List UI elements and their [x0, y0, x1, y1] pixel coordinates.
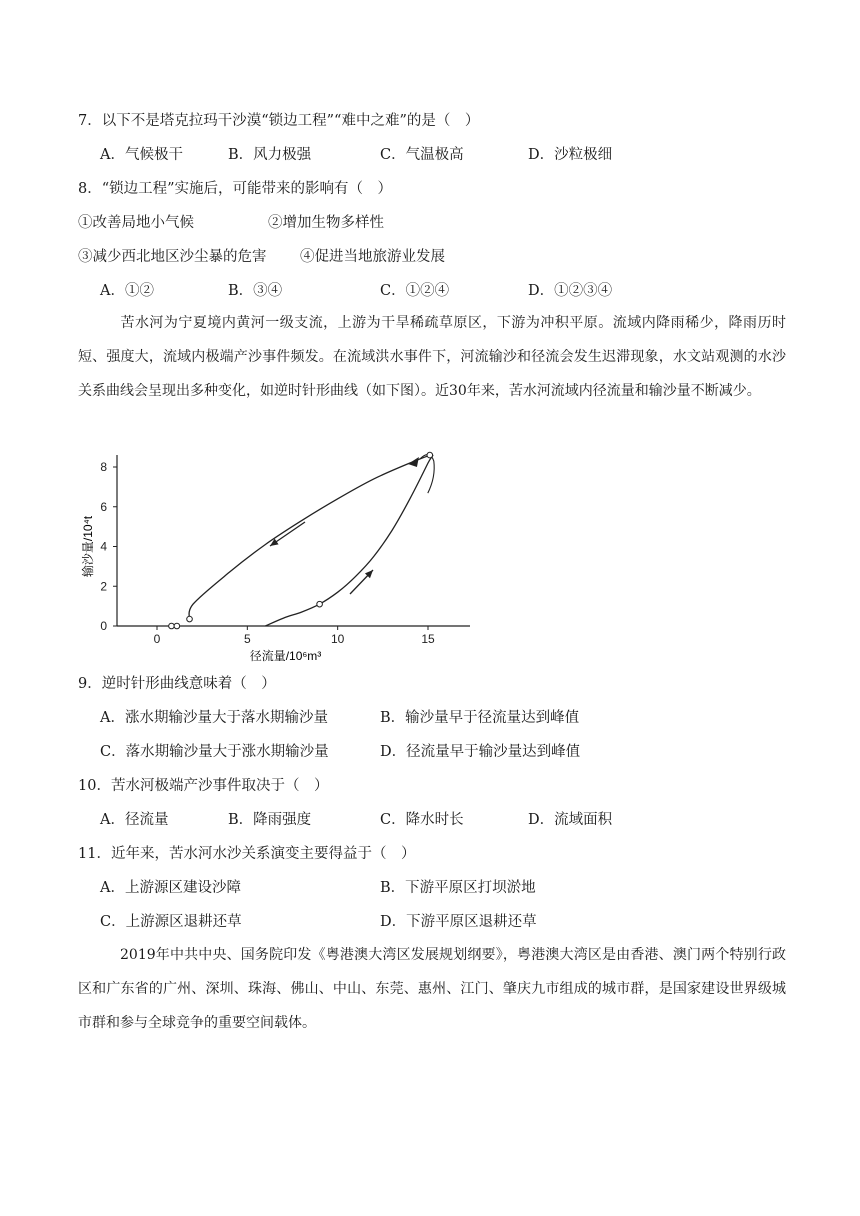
question-7-stem: 7．以下不是塔克拉玛干沙漠“锁边工程”“难中之难”的是（ ）	[78, 113, 480, 129]
x-tick-label: 15	[421, 632, 435, 646]
question-8-item-3: ③减少西北地区沙尘暴的危害	[78, 249, 267, 265]
question-10-option-d[interactable]: D．流域面积	[528, 812, 613, 828]
chart-y-axis-label: 输沙量/10⁴t	[81, 515, 95, 578]
question-10-option-c[interactable]: C．降水时长	[380, 812, 464, 828]
x-tick-label: 10	[330, 632, 345, 646]
x-tick-label: 5	[243, 632, 251, 646]
question-8-option-a[interactable]: A．①②	[100, 283, 154, 299]
question-8-item-4: ④促进当地旅游业发展	[300, 249, 445, 265]
question-7-option-d[interactable]: D．沙粒极细	[528, 147, 613, 163]
question-9-option-b[interactable]: B．输沙量早于径流量达到峰值	[380, 710, 580, 726]
water-sediment-chart	[0, 425, 860, 665]
question-8-stem: 8．“锁边工程”实施后，可能带来的影响有（ ）	[78, 181, 393, 197]
question-11-option-b[interactable]: B．下游平原区打坝淤地	[380, 880, 536, 896]
y-tick-label: 0	[100, 619, 107, 633]
question-11-stem: 11．近年来，苦水河水沙关系演变主要得益于（ ）	[78, 846, 416, 862]
data-point-marker	[187, 616, 193, 622]
question-7-option-c[interactable]: C．气温极高	[380, 147, 464, 163]
chart-series	[169, 452, 435, 629]
question-9-option-a[interactable]: A．涨水期输沙量大于落水期输沙量	[100, 710, 328, 726]
question-7-option-b[interactable]: B．风力极强	[228, 147, 312, 163]
data-point-marker	[169, 623, 175, 629]
data-point-marker	[317, 601, 323, 607]
chart-arrows	[270, 457, 419, 594]
passage-kushui-river-text: 苦水河为宁夏境内黄河一级支流，上游为干旱稀疏草原区，下游为冲积平原。流域内降雨稀少，降雨历时短、强度大，流域内极端产沙事件频发。在流域洪水事件下，河流输沙和径流会发生迟滞现象，水文站观测的水沙关系曲线会呈现出多种变化，如逆时针形曲线（如下图）。近30年来，苦水河流域内径流量和输沙量不断减少。	[78, 315, 786, 399]
question-8-option-d[interactable]: D．①②③④	[528, 283, 613, 299]
x-tick-label: 0	[153, 632, 161, 646]
question-11-option-d[interactable]: D．下游平原区退耕还草	[380, 914, 537, 930]
y-tick-label: 8	[100, 460, 107, 474]
question-9-option-c[interactable]: C．落水期输沙量大于涨水期输沙量	[100, 744, 329, 760]
chart-axes	[117, 455, 470, 626]
passage-kushui-river	[78, 306, 786, 408]
passage-greater-bay-area-text: 2019年中共中央、国务院印发《粤港澳大湾区发展规划纲要》，粤港澳大湾区是由香港、澳门两个特别行政区和广东省的广州、深圳、珠海、佛山、中山、东莞、惠州、江门、肇庆九市组成的城市群，是国家建设世界级城市群和参与全球竞争的重要空间载体。	[78, 947, 786, 1031]
question-7-option-a[interactable]: A．气候极干	[100, 147, 183, 163]
chart-x-axis-label: 径流量/10⁶m³	[249, 649, 322, 663]
peak-arrow-head	[408, 457, 419, 467]
question-9-stem: 9．逆时针形曲线意味着（ ）	[78, 676, 276, 692]
chart-ticks	[100, 460, 435, 646]
question-11-option-a[interactable]: A．上游源区建设沙障	[100, 880, 241, 896]
question-10-stem: 10．苦水河极端产沙事件取决于（ ）	[78, 778, 329, 794]
passage-greater-bay-area	[78, 938, 786, 1040]
question-10-option-a[interactable]: A．径流量	[100, 812, 169, 828]
data-point-marker	[427, 452, 433, 458]
y-tick-label: 6	[100, 499, 107, 514]
question-10-option-b[interactable]: B．降雨强度	[228, 812, 312, 828]
question-8-option-c[interactable]: C．①②④	[380, 283, 450, 299]
question-8-item-2: ②增加生物多样性	[268, 215, 384, 231]
question-11-option-c[interactable]: C．上游源区退耕还草	[100, 914, 242, 930]
data-point-marker	[174, 623, 180, 629]
question-9-option-d[interactable]: D．径流量早于输沙量达到峰值	[380, 744, 581, 760]
y-tick-label: 4	[100, 539, 107, 554]
question-8-option-b[interactable]: B．③④	[228, 283, 283, 299]
hysteresis-curve	[189, 455, 433, 626]
y-tick-label: 2	[100, 579, 107, 594]
question-8-item-1: ①改善局地小气候	[78, 215, 194, 231]
